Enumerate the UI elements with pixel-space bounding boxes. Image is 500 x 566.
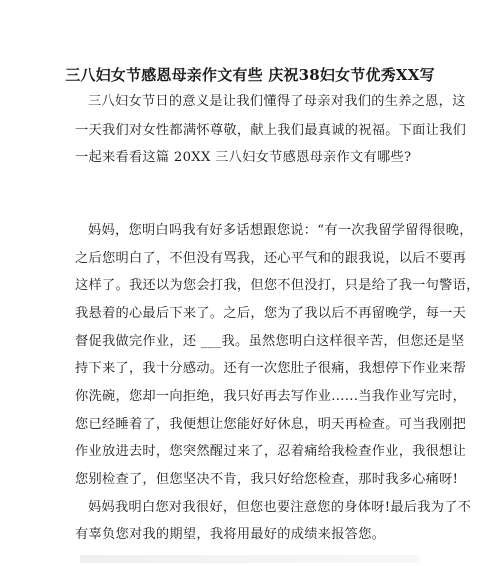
intro-line-1: 三八妇女节日的意义是让我们懂得了母亲对我们的生养之恩，这 bbox=[88, 94, 466, 109]
paragraph1-line-8: 您已经睡着了，我便想让您能好好休息，明天再检查。可当我刚把 bbox=[75, 417, 467, 432]
document-title: 三八妇女节感恩母亲作文有些 庆祝38妇女节优秀XX写 bbox=[65, 66, 435, 84]
intro-line-2: 一天我们对女性都满怀尊敬，献上我们最真诚的祝福。下面让我们 bbox=[75, 123, 467, 138]
paragraph1-line-3: 这样了。我还以为您会打我，但您不但没打，只是给了我一句警语， bbox=[75, 278, 480, 293]
paragraph1-line-6: 持下来了，我十分感动。还有一次您肚子很痛，我想停下作业来帮 bbox=[75, 361, 467, 376]
faded-footer-strip bbox=[80, 555, 420, 563]
paragraph1-line-9: 作业放进去时，您突然醒过来了，忍着痛给我检查作业，我很想让 bbox=[75, 444, 467, 459]
paragraph2-line-2: 有辜负您对我的期望，我将用最好的成绩来报答您。 bbox=[75, 527, 386, 542]
paragraph1-line-10: 您别检查了，但您坚决不肯，我只好给您检查，那时我多心痛呀! bbox=[75, 472, 459, 487]
paragraph1-line-7: 你洗碗，您却一向拒绝，我只好再去写作业......当我作业写完时， bbox=[75, 389, 467, 404]
intro-line-3: 一起来看看这篇 20XX 三八妇女节感恩母亲作文有哪些? bbox=[75, 150, 412, 165]
paragraph1-line-4: 我悬着的心最后下来了。之后，您为了我以后不再留晚学，每一天 bbox=[75, 306, 467, 321]
paragraph1-line-5: 督促我做完作业，还 ___我。虽然您明白这样很辛苦，但您还是坚 bbox=[75, 334, 465, 349]
paragraph2-line-1: 妈妈我明白您对我很好，但您也要注意您的身体呀!最后我为了不 bbox=[88, 500, 472, 515]
paragraph1-line-1: 妈妈，您明白吗我有好多话想跟您说：“有一次我留学留得很晚， bbox=[88, 223, 473, 238]
paragraph1-line-2: 之后您明白了，不但没有骂我，还心平气和的跟我说，以后不要再 bbox=[75, 251, 467, 266]
